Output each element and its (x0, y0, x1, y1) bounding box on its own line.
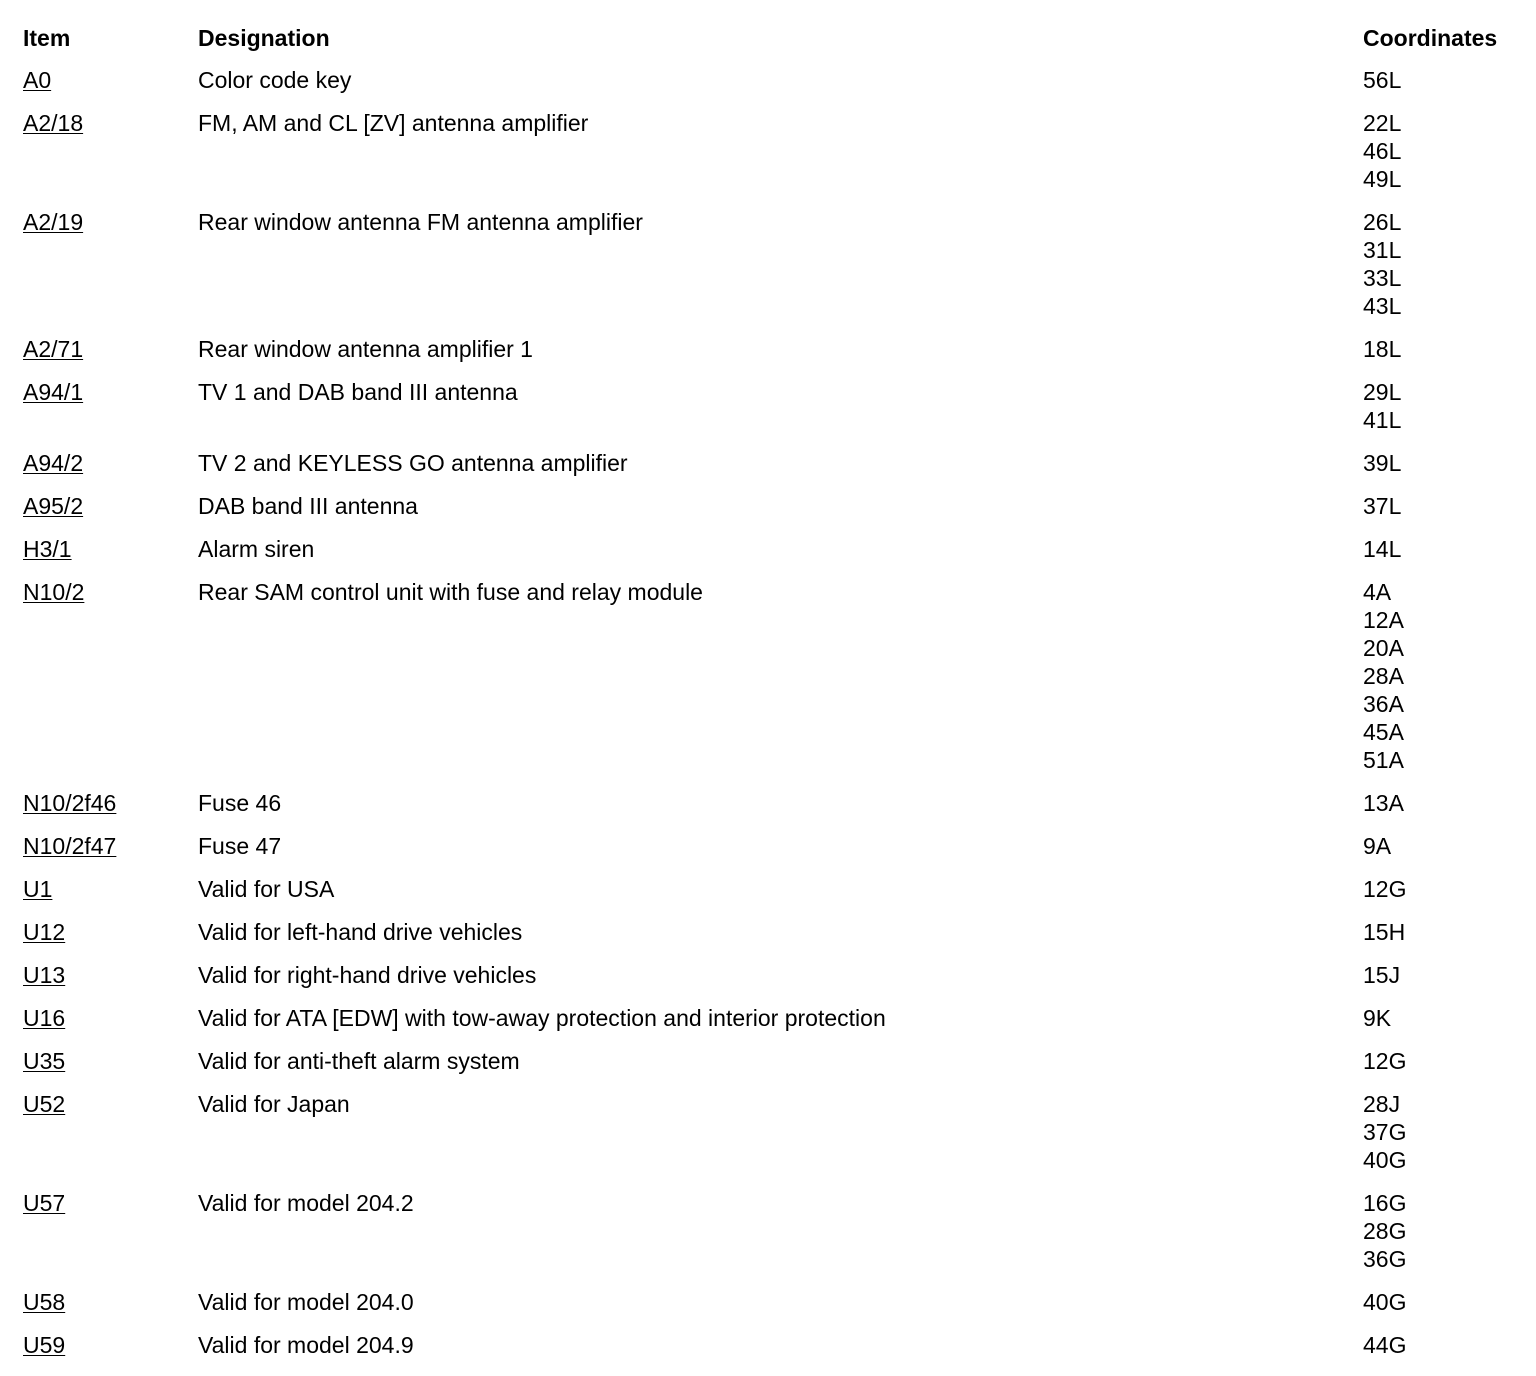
table-row-coordinates (1363, 378, 1401, 434)
table-row-coordinates (1363, 1288, 1406, 1316)
coordinate-value: 31L (1363, 237, 1402, 263)
table-row-coordinates (1363, 1004, 1391, 1032)
item-link[interactable]: U16 (23, 1005, 66, 1031)
coordinate-value: 22L (1363, 110, 1402, 136)
coordinate-value: 56L (1363, 67, 1402, 93)
coordinate-value: 49L (1363, 166, 1402, 192)
coordinate-value: 36G (1363, 1246, 1407, 1272)
table-row-designation: DAB band III antenna (198, 493, 418, 519)
table-row-item (23, 208, 83, 236)
table-row-coordinates (1363, 449, 1401, 477)
table-row-designation: Rear SAM control unit with fuse and relay module (198, 579, 703, 605)
item-link[interactable]: N10/2 (23, 579, 85, 605)
coordinate-value: 20A (1363, 635, 1404, 661)
table-row-coordinates (1363, 918, 1405, 946)
table-row-coordinates (1363, 578, 1404, 774)
item-link[interactable]: A2/71 (23, 336, 84, 362)
coordinate-value: 37G (1363, 1119, 1407, 1145)
table-row-item (23, 1047, 65, 1075)
table-row-designation: Fuse 47 (198, 833, 282, 859)
table-row-item (23, 335, 83, 363)
table-row-coordinates (1363, 875, 1406, 903)
item-link[interactable]: U59 (23, 1332, 66, 1358)
item-link[interactable]: N10/2f46 (23, 790, 117, 816)
coordinate-value: 14L (1363, 536, 1402, 562)
table-row-item (23, 789, 116, 817)
coordinate-value: 4A (1363, 579, 1392, 605)
item-link[interactable]: U58 (23, 1289, 66, 1315)
coordinate-value: 51A (1363, 747, 1404, 773)
coordinate-value: 46L (1363, 138, 1402, 164)
table-row-coordinates (1363, 492, 1401, 520)
table-row-item (23, 1090, 65, 1118)
table-row-item (23, 1004, 65, 1032)
item-link[interactable]: N10/2f47 (23, 833, 117, 859)
table-row-designation: FM, AM and CL [ZV] antenna amplifier (198, 110, 589, 136)
coordinate-value: 39L (1363, 450, 1402, 476)
table-row-item (23, 832, 116, 860)
table-row-coordinates (1363, 832, 1391, 860)
coordinate-value: 33L (1363, 265, 1402, 291)
coordinate-value: 15H (1363, 919, 1406, 945)
item-link[interactable]: U12 (23, 919, 66, 945)
table-row-designation: Color code key (198, 67, 352, 93)
item-link[interactable]: A2/18 (23, 110, 84, 136)
coordinate-value: 40G (1363, 1289, 1407, 1315)
table-row-coordinates (1363, 66, 1401, 94)
table-row-designation: Rear window antenna FM antenna amplifier (198, 209, 643, 235)
coordinate-value: 45A (1363, 719, 1404, 745)
table-row-designation: Valid for model 204.9 (198, 1332, 414, 1358)
item-link[interactable]: U13 (23, 962, 66, 988)
table-row-designation: Rear window antenna amplifier 1 (198, 336, 533, 362)
coordinate-value: 28J (1363, 1091, 1401, 1117)
coordinate-value: 43L (1363, 293, 1402, 319)
coordinate-value: 9A (1363, 833, 1392, 859)
table-row-item (23, 492, 83, 520)
coordinate-value: 26L (1363, 209, 1402, 235)
table-row-designation: TV 2 and KEYLESS GO antenna amplifier (198, 450, 628, 476)
item-link[interactable]: U57 (23, 1190, 66, 1216)
header-item: Item (23, 25, 71, 51)
coordinate-value: 16G (1363, 1190, 1407, 1216)
coordinate-value: 29L (1363, 379, 1402, 405)
table-row-designation: Valid for model 204.2 (198, 1190, 414, 1216)
coordinate-value: 28A (1363, 663, 1404, 689)
item-link[interactable]: U52 (23, 1091, 66, 1117)
item-link[interactable]: U35 (23, 1048, 66, 1074)
coordinate-value: 13A (1363, 790, 1404, 816)
table-row-designation: Valid for ATA [EDW] with tow-away protection and interior protection (198, 1005, 886, 1031)
table-row-item (23, 875, 52, 903)
item-link[interactable]: U1 (23, 876, 53, 902)
coordinate-value: 44G (1363, 1332, 1407, 1358)
table-row-item (23, 1189, 65, 1217)
coordinate-value: 41L (1363, 407, 1402, 433)
table-row-designation: Valid for left-hand drive vehicles (198, 919, 523, 945)
coordinate-value: 36A (1363, 691, 1404, 717)
table-row-coordinates (1363, 961, 1400, 989)
table-row-item (23, 449, 83, 477)
coordinate-value: 40G (1363, 1147, 1407, 1173)
item-link[interactable]: A2/19 (23, 209, 84, 235)
table-row-coordinates (1363, 1047, 1406, 1075)
table-row-coordinates (1363, 208, 1401, 320)
coordinate-value: 12G (1363, 1048, 1407, 1074)
coordinate-value: 28G (1363, 1218, 1407, 1244)
table-row-designation: Valid for anti-theft alarm system (198, 1048, 520, 1074)
header-coordinates: Coordinates (1363, 25, 1498, 51)
table-row-item (23, 535, 72, 563)
item-link[interactable]: A94/2 (23, 450, 84, 476)
table-row-item (23, 578, 84, 606)
table-row-designation: Valid for right-hand drive vehicles (198, 962, 537, 988)
table-row-designation: Valid for Japan (198, 1091, 350, 1117)
table-row-item (23, 66, 51, 94)
coordinate-value: 9K (1363, 1005, 1392, 1031)
table-row-item (23, 961, 65, 989)
table-row-item (23, 1331, 65, 1359)
table-row-coordinates (1363, 1189, 1406, 1273)
coordinate-value: 18L (1363, 336, 1402, 362)
table-row-item (23, 378, 83, 406)
table-row-coordinates (1363, 109, 1401, 193)
table-row-coordinates (1363, 1090, 1406, 1174)
table-row-coordinates (1363, 789, 1404, 817)
coordinate-value: 37L (1363, 493, 1402, 519)
table-row-item (23, 918, 65, 946)
coordinate-value: 12G (1363, 876, 1407, 902)
table-row-designation: Alarm siren (198, 536, 315, 562)
coordinate-value: 12A (1363, 607, 1404, 633)
table-row-item (23, 109, 83, 137)
table-row-coordinates (1363, 1331, 1406, 1359)
table-row-designation: Fuse 46 (198, 790, 282, 816)
table-row-designation: Valid for USA (198, 876, 335, 902)
table-row-designation: Valid for model 204.0 (198, 1289, 414, 1315)
coordinate-value: 15J (1363, 962, 1401, 988)
item-link[interactable]: A94/1 (23, 379, 84, 405)
header-designation: Designation (198, 25, 330, 51)
table-row-item (23, 1288, 65, 1316)
table-row-coordinates (1363, 335, 1401, 363)
table-row-designation: TV 1 and DAB band III antenna (198, 379, 518, 405)
item-link[interactable]: A95/2 (23, 493, 84, 519)
item-link[interactable]: H3/1 (23, 536, 72, 562)
table-row-coordinates (1363, 535, 1401, 563)
item-link[interactable]: A0 (23, 67, 52, 93)
